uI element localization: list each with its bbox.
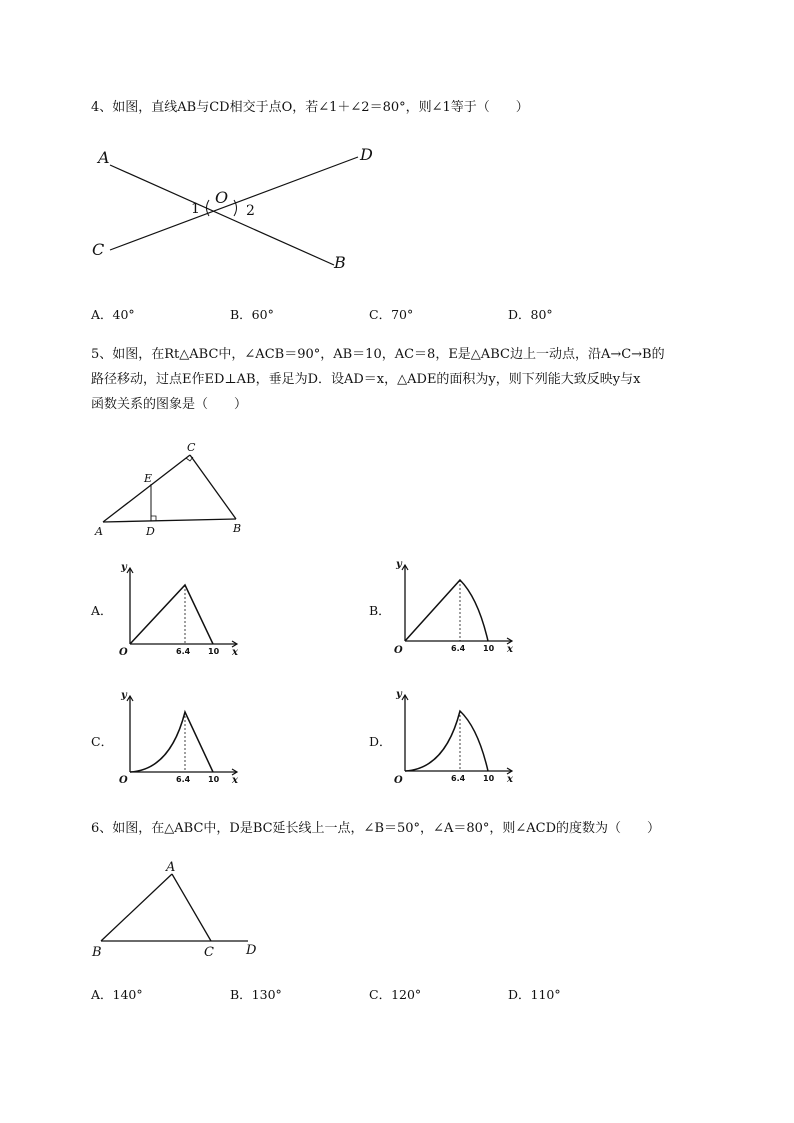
y-axis-label: y [121,562,127,573]
q5-stem-line2: 路径移动，过点E作ED⊥AB，垂足为D．设AD＝x，△ADE的面积为y，则下列能大致反映y与x [91,372,641,387]
point-b-label: B [334,253,346,272]
point-c-label: C [92,240,105,259]
q4-option-b[interactable]: B．60° [230,307,274,322]
point-o-label: O [215,188,229,207]
tick-6-4: 6.4 [176,647,191,656]
q4-option-c[interactable]: C．70° [369,307,414,322]
point-d-label: D [246,943,257,958]
q6-option-d[interactable]: D．110° [508,987,561,1002]
q5-graph-d [390,688,520,788]
q4-option-a[interactable]: A．40° [91,307,135,322]
y-axis-label: y [396,689,402,700]
q5-graph-c [115,690,245,790]
point-e-label: E [144,472,153,485]
q6-figure-triangle [88,855,268,965]
line-ab [110,165,334,265]
q5-graph-d-option[interactable]: D． [369,734,392,749]
tick-10: 10 [483,774,495,783]
angle1-label: 1 [191,201,200,217]
point-c-label: C [187,441,196,454]
point-d-label: D [360,145,373,164]
x-axis-label: x [507,644,513,655]
point-a-label: A [95,525,103,538]
q6-stem: 6、如图，在△ABC中，D是BC延长线上一点，∠B＝50°，∠A＝80°，则∠ACD的度数为（ ） [91,821,661,836]
origin-label: O [119,647,128,658]
x-axis-label: x [507,774,513,785]
tick-10: 10 [208,775,220,784]
q4-figure-intersecting-lines [88,140,388,275]
origin-label: O [394,645,403,656]
angle2-label: 2 [246,203,255,219]
q5-graph-a [115,562,245,662]
y-axis-label: y [121,690,127,701]
q4-stem: 4、如图，直线AB与CD相交于点O，若∠1＋∠2＝80°，则∠1等于（ ） [91,100,529,115]
y-axis-label: y [396,559,402,570]
origin-label: O [119,775,128,786]
line-cd [110,157,358,250]
q5-graph-b [390,558,520,658]
q5-graph-b-option[interactable]: B． [369,603,391,618]
point-b-label: B [233,522,242,535]
tick-10: 10 [208,647,220,656]
point-a-label: A [98,148,110,167]
q5-stem-line3: 函数关系的图象是（ ） [91,397,248,412]
tick-6-4: 6.4 [451,644,466,653]
q4-option-d[interactable]: D．80° [508,307,553,322]
x-axis-label: x [232,775,238,786]
q6-option-b[interactable]: B．130° [230,987,282,1002]
q5-graph-a-option[interactable]: A． [91,603,113,618]
q5-graph-c-option[interactable]: C． [91,734,114,749]
tick-6-4: 6.4 [451,774,466,783]
point-a-label: A [166,860,176,875]
point-b-label: B [92,945,102,960]
x-axis-label: x [232,647,238,658]
q5-figure-right-triangle [90,440,260,540]
q6-option-c[interactable]: C．120° [369,987,422,1002]
point-d-label: D [146,525,155,538]
tick-6-4: 6.4 [176,775,191,784]
q5-stem-line1: 5、如图，在Rt△ABC中，∠ACB＝90°，AB＝10，AC＝8，E是△ABC边上一动点，沿A→C→B的 [91,347,665,362]
q6-option-a[interactable]: A．140° [91,987,143,1002]
origin-label: O [394,775,403,786]
point-c-label: C [204,945,214,960]
tick-10: 10 [483,644,495,653]
